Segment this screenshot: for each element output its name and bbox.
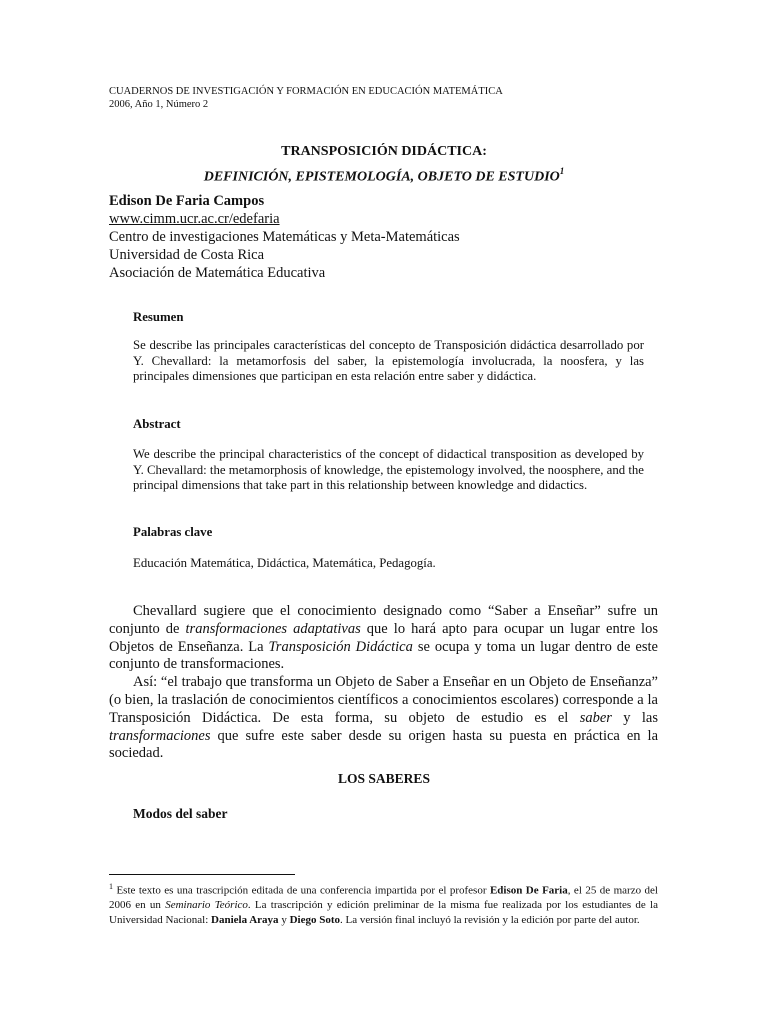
- p2-text-a: Así: “el trabajo que transforma un Objeto de Saber a Enseñar en un Objeto de Enseñanza” (o bien, la traslación de conocimientos científicos a conocimientos escolares) corresponde a la Transposición Didáctica. De esta forma, su objeto de estudio es el: [109, 674, 658, 726]
- footnote-bold-3: Diego Soto: [289, 913, 340, 926]
- footnote-text-4: y: [278, 913, 290, 926]
- journal-issue: 2006, Año 1, Número 2: [109, 99, 209, 110]
- author-affiliation-3: Asociación de Matemática Educativa: [109, 265, 326, 281]
- body-text: [109, 603, 658, 763]
- footnote-text-2: , el 25 de marzo del 2006 en un: [109, 884, 658, 912]
- author-name: Edison De Faria Campos: [109, 193, 265, 209]
- p1-text-b: que lo hará apto para ocupar un lugar entre los Objetos de Enseñanza. La: [109, 620, 658, 655]
- abstract-heading: Abstract: [133, 417, 181, 431]
- body-paragraph-2: [109, 674, 658, 763]
- journal-header: [109, 85, 503, 111]
- p2-text-c: que sufre este saber desde su origen hasta su puesta en práctica en la sociedad.: [109, 727, 658, 762]
- resumen-heading: Resumen: [133, 310, 184, 324]
- section-heading: LOS SABERES: [338, 771, 430, 786]
- footnote-italic-1: Seminario Teórico: [165, 899, 248, 912]
- footnote-bold-2: Daniela Araya: [211, 913, 279, 926]
- keywords-heading: Palabras clave: [133, 525, 213, 539]
- p1-text-a: Chevallard sugiere que el conocimiento designado como “Saber a Enseñar” sufre un conjunto de: [109, 603, 658, 637]
- p2-emphasis-2: transformaciones: [109, 727, 211, 744]
- title-subtitle-text: DEFINICIÓN, EPISTEMOLOGÍA, OBJETO DE ESTUDIO: [203, 169, 560, 185]
- title-subtitle: [0, 162, 768, 188]
- title-main: TRANSPOSICIÓN DIDÁCTICA:: [281, 144, 487, 159]
- p1-emphasis-1: transformaciones adaptativas: [185, 620, 361, 637]
- author-affiliation-1: Centro de investigaciones Matemáticas y Meta-Matemáticas: [109, 229, 460, 245]
- p1-emphasis-2: Transposición Didáctica: [268, 638, 413, 655]
- paper-title: [0, 142, 768, 188]
- journal-name: CUADERNOS DE INVESTIGACIÓN Y FORMACIÓN EN EDUCACIÓN MATEMÁTICA: [109, 86, 503, 97]
- footnote-mark: 1: [109, 882, 113, 891]
- subsection-heading: Modos del saber: [133, 806, 228, 821]
- footnote-text-3: . La trascripción y edición preliminar de la misma fue realizada por los estudiantes de la Universidad Nacional:: [109, 899, 658, 926]
- keywords-text: Educación Matemática, Didáctica, Matemática, Pedagogía.: [133, 556, 436, 570]
- footnote-bold-1: Edison De Faria: [489, 884, 568, 897]
- footnote: [109, 880, 658, 927]
- author-url-link[interactable]: www.cimm.ucr.ac.cr/edefaria: [109, 211, 280, 227]
- author-affiliation-2: Universidad de Costa Rica: [109, 247, 265, 263]
- title-footnote-mark: 1: [559, 166, 565, 176]
- footnote-text-1: Este texto es una trascripción editada de una conferencia impartida por el profesor: [113, 884, 490, 897]
- abstract-text: We describe the principal characteristics of the concept of didactical transposition as developed by Y. Chevallard: the metamorphosis of knowledge, the epistemology involved, the noosphere, and the principal dimensions that take part in this relationship between knowledge and didactics.: [133, 447, 644, 493]
- p1-text-c: se ocupa y toma un lugar dentro de este conjunto de transformaciones.: [109, 638, 658, 673]
- resumen-text: Se describe las principales características del concepto de Transposición didáctica desarrollado por Y. Chevallard: la metamorfosis del saber, la epistemología involucrada, la noosfera, y las principales dimensiones que participan en esta relación entre saber y didáctica.: [133, 338, 644, 384]
- footnote-text-5: . La versión final incluyó la revisión y la edición por parte del autor.: [339, 913, 640, 926]
- p2-text-b: y las: [611, 709, 659, 726]
- author-block: [109, 192, 460, 282]
- body-paragraph-1: [109, 603, 658, 674]
- p2-emphasis-1: saber: [579, 709, 612, 726]
- footnote-divider: [109, 874, 295, 875]
